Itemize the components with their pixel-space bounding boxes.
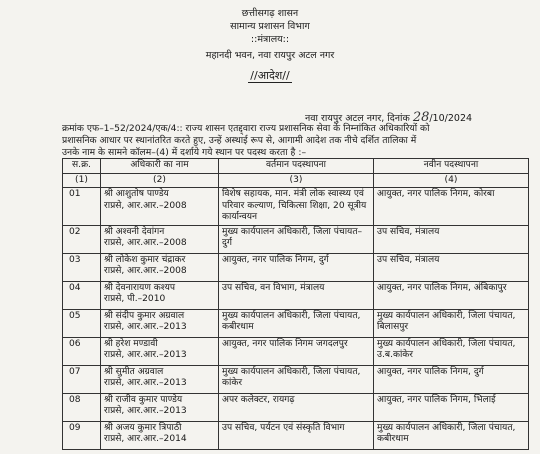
new-posting: उप सचिव, मंत्रालय bbox=[377, 254, 440, 265]
sno-cell bbox=[63, 281, 101, 309]
header-current-posting: वर्तमान पदस्थापना bbox=[219, 159, 374, 174]
sno: 07 bbox=[69, 366, 81, 377]
address-heading: महानदी भवन, नवा रायपुर अटल नगर bbox=[205, 50, 335, 61]
current-posting-cell bbox=[219, 337, 374, 365]
officer-name: श्री राजीव कुमार पाण्डेय bbox=[104, 394, 183, 405]
sno-cell bbox=[63, 188, 101, 226]
officer-cadre: राप्रसे, आर.आर.–2008 bbox=[104, 238, 187, 248]
table-row bbox=[63, 225, 529, 253]
new-posting-cell bbox=[374, 188, 529, 226]
current-posting-cell bbox=[219, 393, 374, 421]
new-posting-cell bbox=[374, 309, 529, 337]
new-posting: आयुक्त, नगर पालिक निगम, भिलाई bbox=[377, 394, 496, 405]
current-posting: मुख्य कार्यपालन अधिकारी, जिला पंचायत–दुर्ग bbox=[222, 226, 363, 248]
officer-cadre: राप्रसे, आर.आर.–2008 bbox=[104, 266, 187, 276]
officer-name: श्री देवनारायण कश्यप bbox=[104, 282, 176, 293]
date-day-handwritten: 28 bbox=[412, 110, 430, 125]
sno: 02 bbox=[69, 226, 81, 237]
current-posting: विशेष सहायक, मान. मंत्री लोक स्वास्थ्य एवं परिवार कल्याण, चिकित्सा शिक्षा, 20 सूत्रीय कार्यान्वयन bbox=[222, 189, 367, 222]
sno-cell bbox=[63, 393, 101, 421]
current-posting-cell bbox=[219, 253, 374, 281]
sno: 06 bbox=[69, 338, 81, 349]
new-posting-cell bbox=[374, 365, 529, 393]
current-posting: उप सचिव, पर्यटन एवं संस्कृति विभाग bbox=[222, 422, 345, 433]
officer-cell bbox=[101, 253, 219, 281]
table-row bbox=[63, 393, 529, 421]
sno: 01 bbox=[69, 189, 81, 199]
new-posting: उप सचिव, मंत्रालय bbox=[377, 226, 440, 237]
officer-name: श्री हरेश मण्डावी bbox=[104, 338, 158, 349]
government-heading: छत्तीसगढ़ शासन bbox=[241, 8, 299, 19]
officer-name: श्री सुमीत अग्रवाल bbox=[104, 366, 164, 377]
current-posting-cell bbox=[219, 365, 374, 393]
order-paragraph-line-3: उनके नाम के सामने कॉलम–(4) में दर्शाये गये स्थान पर पदस्थ करता है :– bbox=[62, 147, 307, 158]
order-paragraph-line-2: प्रशासनिक आधार पर स्थानांतरित करते हुए, उन्हें अस्थाई रूप से, आगामी आदेश तक नीचे दर्शित तालिका में bbox=[62, 135, 417, 146]
officer-name: श्री संदीप कुमार अग्रवाल bbox=[104, 310, 185, 321]
new-posting-cell bbox=[374, 421, 529, 449]
current-posting-cell bbox=[219, 309, 374, 337]
table-row bbox=[63, 421, 529, 449]
new-posting: आयुक्त, नगर पालिक निगम, अंबिकापुर bbox=[377, 282, 507, 293]
column-number-row bbox=[63, 173, 529, 188]
header-new-posting: नवीन पदस्थापना bbox=[374, 159, 529, 174]
current-posting: अपर कलेक्टर, रायगढ़ bbox=[222, 394, 295, 405]
order-title-text: //आदेश// bbox=[250, 69, 290, 82]
department-heading: सामान्य प्रशासन विभाग bbox=[230, 21, 310, 32]
officer-cadre: राप्रसे, आर.आर.–2013 bbox=[104, 350, 187, 360]
sno: 03 bbox=[69, 254, 81, 265]
current-posting: मुख्य कार्यपालन अधिकारी, जिला पंचायत, कबीरधाम bbox=[222, 310, 361, 332]
col-number: (2) bbox=[101, 173, 219, 188]
ministry-heading: ::मंत्रालय:: bbox=[250, 34, 290, 45]
header-sno: स.क्र. bbox=[63, 159, 101, 174]
current-posting-cell bbox=[219, 225, 374, 253]
officer-cell bbox=[101, 421, 219, 449]
current-posting: मुख्य कार्यपालन अधिकारी, जिला पंचायत, कांकेर bbox=[222, 366, 361, 388]
table-header-row bbox=[63, 159, 529, 174]
officer-cadre: राप्रसे, आर.आर.–2013 bbox=[104, 322, 187, 332]
table-row bbox=[63, 281, 529, 309]
date-prefix: नवा रायपुर अटल नगर, दिनांक bbox=[305, 113, 410, 124]
officer-cell bbox=[101, 337, 219, 365]
sno-cell bbox=[63, 225, 101, 253]
col-number: (1) bbox=[63, 173, 101, 188]
officer-cell bbox=[101, 365, 219, 393]
officer-cadre: राप्रसे, आर.आर.–2013 bbox=[104, 378, 187, 388]
officer-cell bbox=[101, 309, 219, 337]
new-posting: मुख्य कार्यपालन अधिकारी, जिला पंचायत, बिलासपुर bbox=[377, 310, 516, 332]
table-row bbox=[63, 253, 529, 281]
sno-cell bbox=[63, 309, 101, 337]
officer-cadre: राप्रसे, आर.आर.–2008 bbox=[104, 200, 187, 211]
officer-cadre: राप्रसे, पी.–2010 bbox=[104, 294, 166, 304]
sno-cell bbox=[63, 421, 101, 449]
col-number: (4) bbox=[374, 173, 529, 188]
current-posting: उप सचिव, वन विभाग, मंत्रालय bbox=[222, 282, 325, 293]
sno: 08 bbox=[69, 394, 81, 405]
transfer-table bbox=[62, 158, 529, 450]
current-posting-cell bbox=[219, 421, 374, 449]
sno-cell bbox=[63, 337, 101, 365]
current-posting-cell bbox=[219, 281, 374, 309]
header-officer-name: अधिकारी का नाम bbox=[101, 159, 219, 174]
officer-name: श्री आशुतोष पाण्डेय bbox=[104, 189, 169, 199]
sno: 09 bbox=[69, 422, 81, 433]
officer-cadre: राप्रसे, आर.आर.–2013 bbox=[104, 406, 187, 416]
new-posting: आयुक्त, नगर पालिक निगम, कोरबा bbox=[377, 189, 495, 199]
table-row bbox=[63, 309, 529, 337]
new-posting-cell bbox=[374, 253, 529, 281]
current-posting: आयुक्त, नगर पालिक निगम जगदलपुर bbox=[222, 338, 348, 349]
sno: 04 bbox=[69, 282, 81, 293]
col-number: (3) bbox=[219, 173, 374, 188]
sno-cell bbox=[63, 365, 101, 393]
sno: 05 bbox=[69, 310, 81, 321]
order-paragraph-line-1: क्रमांक एफ–1–52/2024/एक/4:: राज्य शासन एतद्द्वारा राज्य प्रशासनिक सेवा के निम्नांकित अधिकारियों को bbox=[62, 123, 430, 134]
current-posting-cell bbox=[219, 188, 374, 226]
new-posting: मुख्य कार्यपालन अधिकारी, जिला पंचायत, कबीरधाम bbox=[377, 422, 516, 444]
sno-cell bbox=[63, 253, 101, 281]
officer-name: श्री लोकेश कुमार चंद्राकर bbox=[104, 254, 186, 265]
officer-cell bbox=[101, 188, 219, 226]
officer-name: श्री अजय कुमार त्रिपाठी bbox=[104, 422, 182, 433]
new-posting: आयुक्त, नगर पालिक निगम, दुर्ग bbox=[377, 366, 484, 377]
new-posting-cell bbox=[374, 393, 529, 421]
new-posting: मुख्य कार्यपालन अधिकारी, जिला पंचायत, उ.ब.कांकेर bbox=[377, 338, 516, 360]
officer-cell bbox=[101, 281, 219, 309]
table-row bbox=[63, 337, 529, 365]
order-title bbox=[0, 68, 540, 83]
new-posting-cell bbox=[374, 225, 529, 253]
new-posting-cell bbox=[374, 337, 529, 365]
officer-name: श्री अश्वनी देवांगन bbox=[104, 226, 165, 237]
current-posting: आयुक्त, नगर पालिक निगम, दुर्ग bbox=[222, 254, 329, 265]
officer-cell bbox=[101, 393, 219, 421]
officer-cadre: राप्रसे, आर.आर.–2014 bbox=[104, 434, 187, 444]
officer-cell bbox=[101, 225, 219, 253]
table-row bbox=[63, 188, 529, 226]
new-posting-cell bbox=[374, 281, 529, 309]
date-suffix: /10/2024 bbox=[429, 113, 473, 124]
table-row bbox=[63, 365, 529, 393]
